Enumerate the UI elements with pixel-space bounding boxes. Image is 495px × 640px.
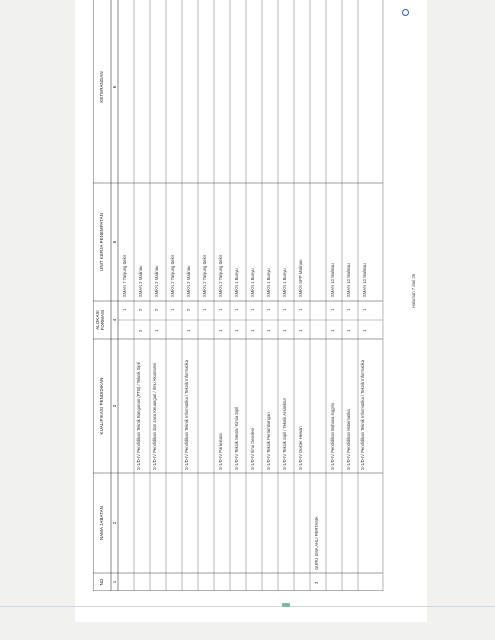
row-kualifikasi: S-1/D-IV Pendidikan dan Jasa Keuangan / Ilmu Akuntansi	[152, 362, 157, 470]
column-number: 4	[112, 318, 117, 322]
row-unit-kerja: SMKN 2 Tanjung Selor	[202, 254, 207, 297]
row-alokasi: 1	[362, 308, 367, 311]
row-alokasi-total: 1	[362, 329, 367, 332]
rotated-document	[93, 0, 429, 591]
column-number: 3	[112, 404, 117, 408]
row-alokasi: 1	[282, 308, 287, 311]
row-kualifikasi: S-1/D-IV Pendidikan Teknik Informatika / Teknik Informatika	[184, 360, 189, 470]
row-unit-kerja: SMKN 1 Bunyu	[266, 268, 271, 297]
header-unit-kerja: UNIT KERJA PENEMPATAN	[99, 213, 104, 271]
row-unit-kerja: SMAN 7 Tanjung Selor	[122, 254, 127, 297]
row-alokasi-total: 1	[186, 329, 191, 332]
row-kualifikasi: S-1/D-IV Teknik Mesin/ Kimia Sipil	[234, 406, 239, 470]
row-unit-kerja: SMKN 1 Bunyu	[282, 268, 287, 297]
row-alokasi-total: 1	[234, 329, 239, 332]
row-alokasi-total: 1	[250, 329, 255, 332]
row-unit-kerja: SMKN 1 Bunyu	[250, 268, 255, 297]
row-alokasi: 1	[170, 308, 175, 311]
header-keterangan: KETERANGAN	[99, 71, 104, 103]
row-alokasi: 1	[346, 308, 351, 311]
header-kualifikasi: KUALIFIKASI PENDIDIKAN	[99, 377, 104, 435]
row-kualifikasi: S-1/D-IV Pariwisata	[218, 433, 223, 470]
row-kualifikasi: S-1/D-IV Pendidikan Teknik Informatika / Teknik Informatika	[360, 360, 365, 470]
header-no: NO	[99, 578, 104, 586]
row-alokasi: 1	[266, 308, 271, 311]
row-no: 3	[314, 581, 319, 584]
row-alokasi: 1	[298, 308, 303, 311]
row-alokasi: 1	[122, 308, 127, 311]
row-unit-kerja: SMKN 1 Bunyu	[234, 268, 239, 297]
row-unit-kerja: SMKN 2 Tanjung Selor	[218, 254, 223, 297]
row-alokasi: 1	[330, 308, 335, 311]
row-alokasi-total: 1	[298, 329, 303, 332]
header-nama-jabatan: NAMA JABATAN	[99, 506, 104, 540]
column-number: 6	[112, 85, 117, 89]
row-kualifikasi: S-1/D-IV Dokter Hewan	[298, 426, 303, 470]
row-unit-kerja: SMKN SPP Malinau	[298, 259, 303, 297]
row-alokasi-total: 1	[266, 329, 271, 332]
row-unit-kerja: SMAN 10 Malinau	[346, 263, 351, 297]
row-unit-kerja: SMAN 2 Malinau	[138, 265, 143, 297]
row-alokasi: 1	[234, 308, 239, 311]
row-kualifikasi: S-1/D-IV Teknik Sipil / Teknik Arsitektur	[282, 398, 287, 470]
row-alokasi-total: 2	[138, 329, 143, 332]
row-alokasi: 1	[202, 308, 207, 311]
header-alokasi: ALOKASI FORMASI	[95, 309, 105, 331]
row-kualifikasi: S-1/D-IV Pendidikan Bahasa Inggris	[330, 402, 335, 470]
row-kualifikasi: S-1/D-IV Ilmu Geodesi	[250, 428, 255, 470]
row-unit-kerja: SMKN 2 Malinau	[154, 265, 159, 297]
row-alokasi: 2	[186, 308, 191, 311]
row-alokasi-total: 1	[346, 329, 351, 332]
row-kualifikasi: S-1/D-IV Pendidikan Teknik Bangunan (PTB) / Teknik Sipil	[136, 362, 141, 470]
row-alokasi-total: 1	[218, 329, 223, 332]
row-alokasi: 1	[250, 308, 255, 311]
row-alokasi-total: 1	[154, 329, 159, 332]
row-unit-kerja: SMKN 2 Tanjung Selor	[170, 254, 175, 297]
row-jabatan: GURU SMA AHLI PERTAMA	[314, 516, 319, 570]
row-unit-kerja: SMAN 10 Malinau	[330, 263, 335, 297]
row-kualifikasi: S-1/D-IV Teknik Pertambangan	[266, 412, 271, 470]
row-alokasi: 1	[218, 308, 223, 311]
row-unit-kerja: SMAN 10 Malinau	[362, 263, 367, 297]
row-alokasi-total: 1	[282, 329, 287, 332]
row-kualifikasi: S-1/D-IV Pendidikan Matematika	[346, 409, 351, 470]
corner-stamp-mark	[402, 9, 409, 16]
page-footer: Halaman 7 dari 26	[411, 273, 416, 309]
scan-marker	[282, 603, 290, 607]
scan-edge-line	[0, 606, 495, 607]
column-number: 1	[112, 580, 117, 584]
row-alokasi: 2	[138, 308, 143, 311]
row-unit-kerja: SMKN 2 Malinau	[186, 265, 191, 297]
column-number: 5	[112, 240, 117, 244]
row-alokasi-total: 1	[330, 329, 335, 332]
column-number: 2	[112, 521, 117, 525]
row-alokasi: 2	[154, 308, 159, 311]
